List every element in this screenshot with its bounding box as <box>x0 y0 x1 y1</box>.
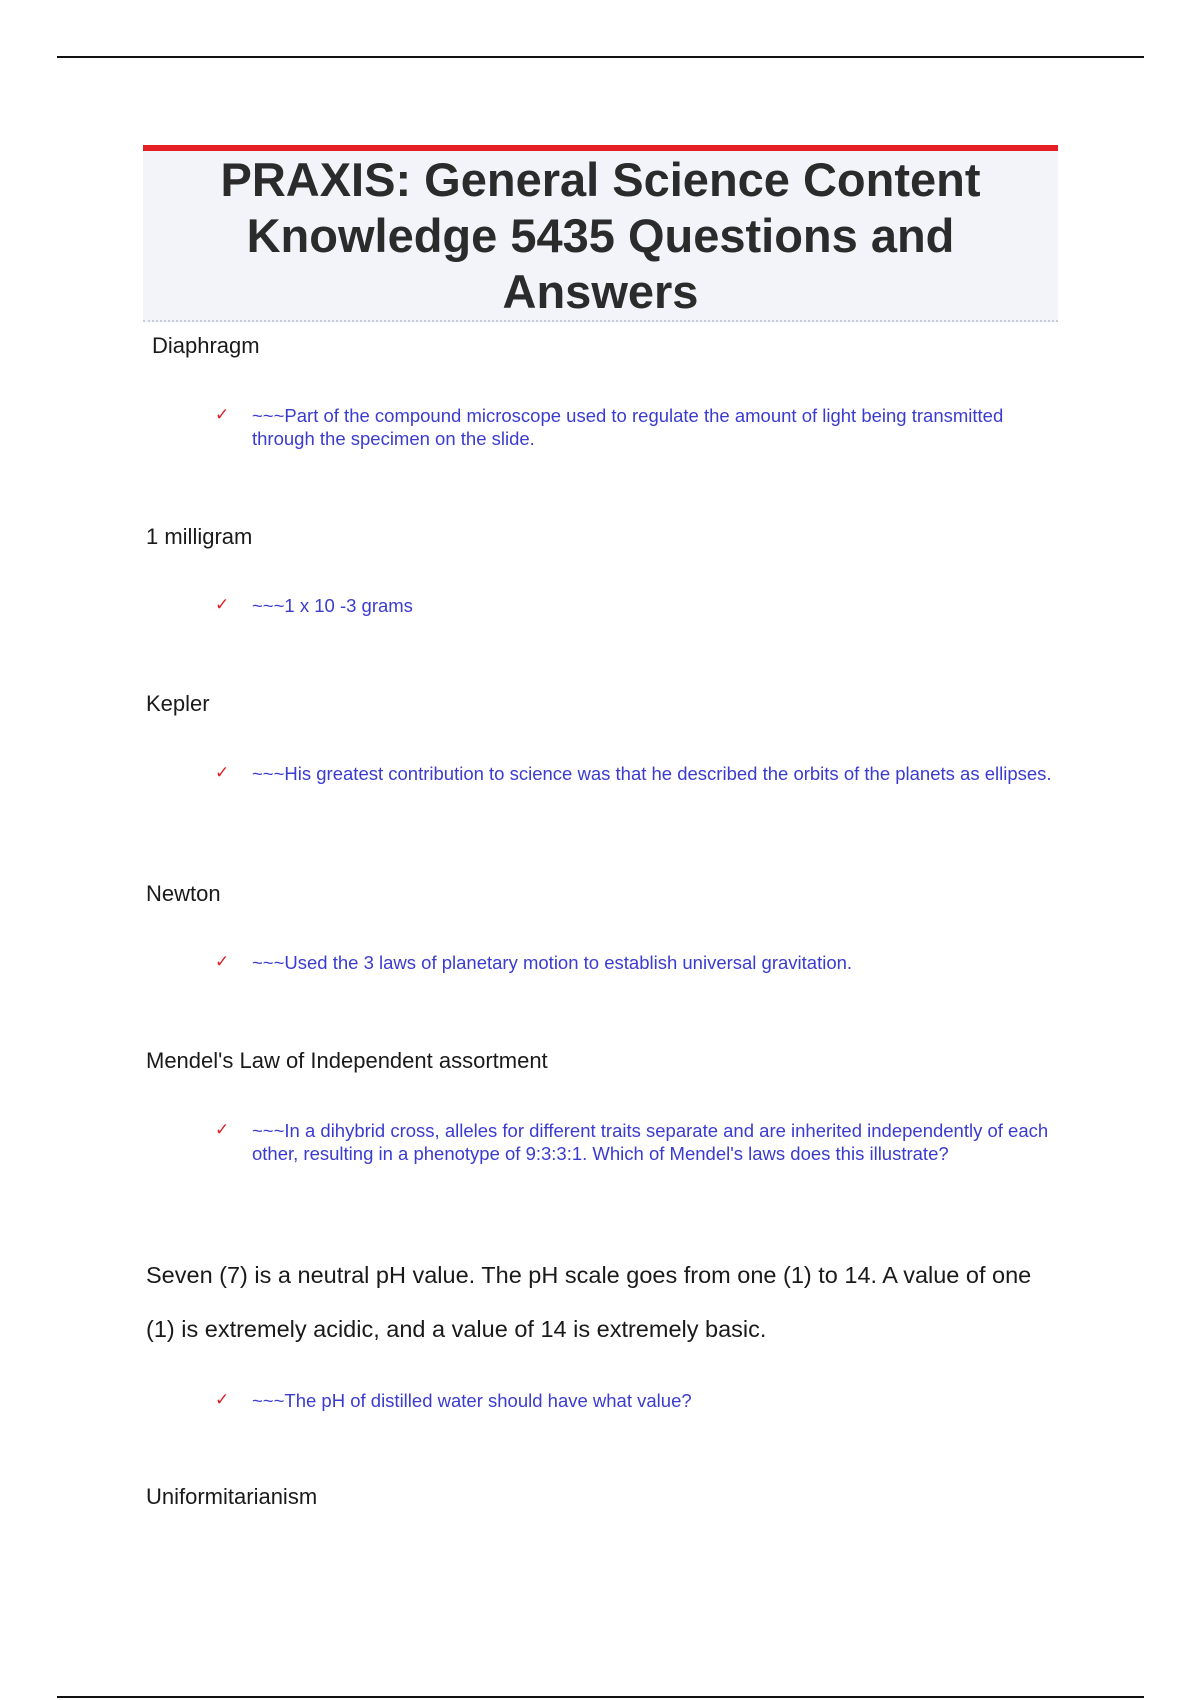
document-title: PRAXIS: General Science Content Knowledge 5435 Questions and Answers <box>220 152 981 318</box>
check-icon: ✓ <box>215 1390 230 1410</box>
answer-text: ~~~Used the 3 laws of planetary motion to establish universal gravitation. <box>252 952 853 973</box>
answer-text: ~~~The pH of distilled water should have what value? <box>252 1390 692 1411</box>
footer-rule <box>57 1696 1144 1698</box>
term-uniformitarianism: Uniformitarianism <box>146 1484 318 1509</box>
check-icon: ✓ <box>215 405 230 425</box>
answer-text: ~~~1 x 10 -3 grams <box>252 595 413 616</box>
answer-text: ~~~His greatest contribution to science was that he described the orbits of the planets as ellipses. <box>252 763 1052 784</box>
check-icon: ✓ <box>215 763 230 783</box>
term-kepler: Kepler <box>146 691 210 716</box>
answer-text: ~~~Part of the compound microscope used to regulate the amount of light being transmitted through the specimen on the slide. <box>252 405 1004 449</box>
term-newton: Newton <box>146 881 221 906</box>
check-icon: ✓ <box>215 1120 230 1140</box>
check-icon: ✓ <box>215 952 230 972</box>
check-icon: ✓ <box>215 595 230 615</box>
title-banner <box>143 145 1058 322</box>
answer-text: ~~~In a dihybrid cross, alleles for different traits separate and are inherited independently of each other, resulting in a phenotype of 9:3:3:1. Which of Mendel's laws does this illustrate? <box>252 1120 1049 1164</box>
term-1-milligram: 1 milligram <box>146 524 253 549</box>
term-ph-scale: Seven (7) is a neutral pH value. The pH scale goes from one (1) to 14. A value of one (1) is extremely acidic, and a value of 14 is extremely basic. <box>146 1262 1032 1342</box>
header-rule <box>57 56 1144 58</box>
term-diaphragm: Diaphragm <box>152 333 260 358</box>
term-mendels-law: Mendel's Law of Independent assortment <box>146 1048 548 1073</box>
